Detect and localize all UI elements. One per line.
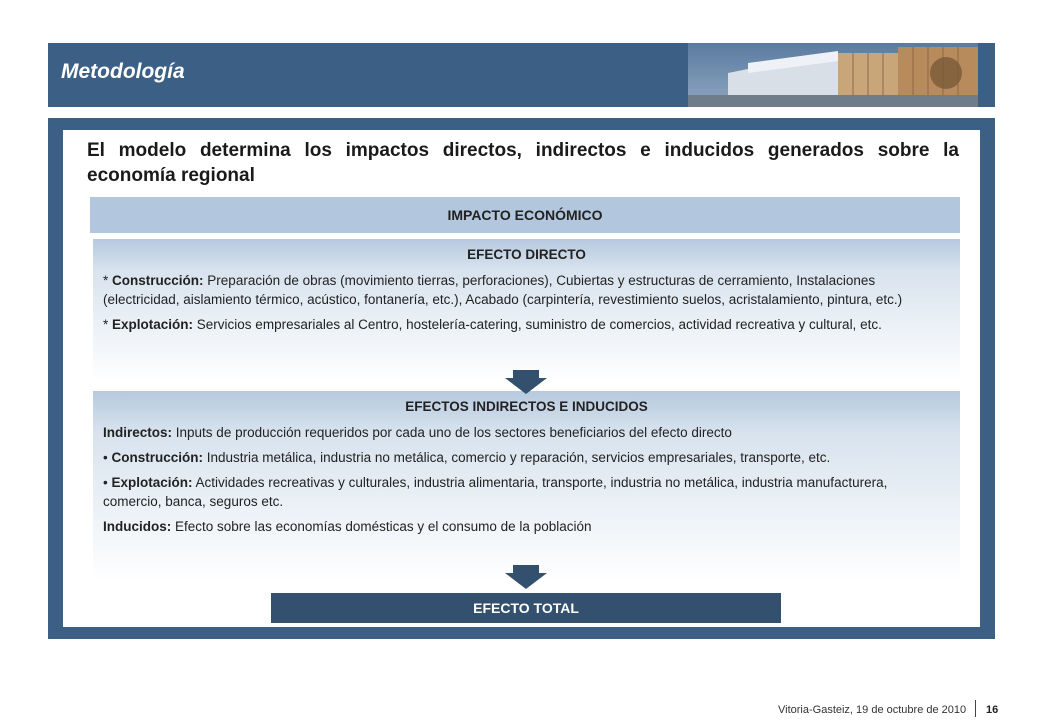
inducidos-label: Inducidos: [103, 519, 172, 534]
down-arrow-icon [505, 565, 547, 589]
efectos-indirectos-box [93, 391, 960, 582]
page-number: 16 [986, 704, 999, 716]
directo-construccion-text: Preparación de obras (movimiento tierras, perforaciones), Cubiertas y estructuras de cerramiento, Instalaciones (electricidad, aislamiento térmico, acústico, fontanería, etc.), Acabado (carpintería, revestimiento suelos, acristalamiento, pintura, etc.) [103, 273, 903, 307]
indirectos-item [103, 423, 948, 442]
indirecto-explotacion-label: Explotación: [111, 475, 193, 490]
efectos-indirectos-title: EFECTOS INDIRECTOS E INDUCIDOS [405, 399, 648, 414]
indirecto-construccion-label: Construcción: [111, 450, 203, 465]
slide-heading: El modelo determina los impactos directos, indirectos e inducidos generados sobre la economía regional [87, 140, 959, 186]
building-photo [688, 43, 995, 107]
indirecto-explotacion-item: • Explotación: Actividades recreativas y culturales, industria alimentaria, transporte, industria no metálica, industria manufacturera, comercio, banca, seguros etc. [103, 475, 888, 509]
content-panel [63, 130, 980, 627]
efecto-directo-box [93, 239, 960, 382]
indirecto-explotacion-text: Actividades recreativas y culturales, industria alimentaria, transporte, industria no metálica, industria manufacturera, comercio, banca, seguros etc. [103, 475, 888, 509]
efecto-directo-title: EFECTO DIRECTO [467, 247, 586, 262]
inducidos-text: Efecto sobre las economías domésticas y el consumo de la población [175, 519, 592, 534]
page-title: Metodología [61, 60, 185, 83]
content-frame [48, 118, 995, 639]
indirecto-construccion-item: • Construcción: Industria metálica, industria no metálica, comercio y reparación, servicios empresariales, transporte, etc. [103, 450, 831, 465]
footer-location-date: Vitoria-Gasteiz, 19 de octubre de 2010 [778, 704, 967, 716]
header-banner [48, 43, 995, 107]
inducidos-item [103, 517, 948, 536]
directo-construccion-label: Construcción: [112, 273, 204, 288]
efecto-total-bar: EFECTO TOTAL [271, 593, 781, 623]
footer-divider [975, 700, 976, 717]
directo-explotacion-text: Servicios empresariales al Centro, hostelería-catering, suministro de comercios, actividad recreativa y cultural, etc. [196, 317, 882, 332]
indirectos-text: Inputs de producción requeridos por cada uno de los sectores beneficiarios del efecto directo [175, 425, 732, 440]
directo-construccion-item: * Construcción: Preparación de obras (movimiento tierras, perforaciones), Cubiertas y estructuras de cerramiento, Instalaciones (electricidad, aislamiento térmico, acústico, fontanería, etc.), Acabado (carpintería, revestimiento suelos, acristalamiento, pintura, etc.) [103, 273, 903, 307]
indirecto-construccion-text: Industria metálica, industria no metálica, comercio y reparación, servicios empresariales, transporte, etc. [206, 450, 831, 465]
down-arrow-icon [505, 370, 547, 394]
impact-economico-bar: IMPACTO ECONÓMICO [90, 197, 960, 233]
directo-explotacion-label: Explotación: [112, 317, 194, 332]
directo-explotacion-item: * Explotación: Servicios empresariales al Centro, hostelería-catering, suministro de comercios, actividad recreativa y cultural, etc. [103, 317, 882, 332]
indirectos-label: Indirectos: [103, 425, 173, 440]
